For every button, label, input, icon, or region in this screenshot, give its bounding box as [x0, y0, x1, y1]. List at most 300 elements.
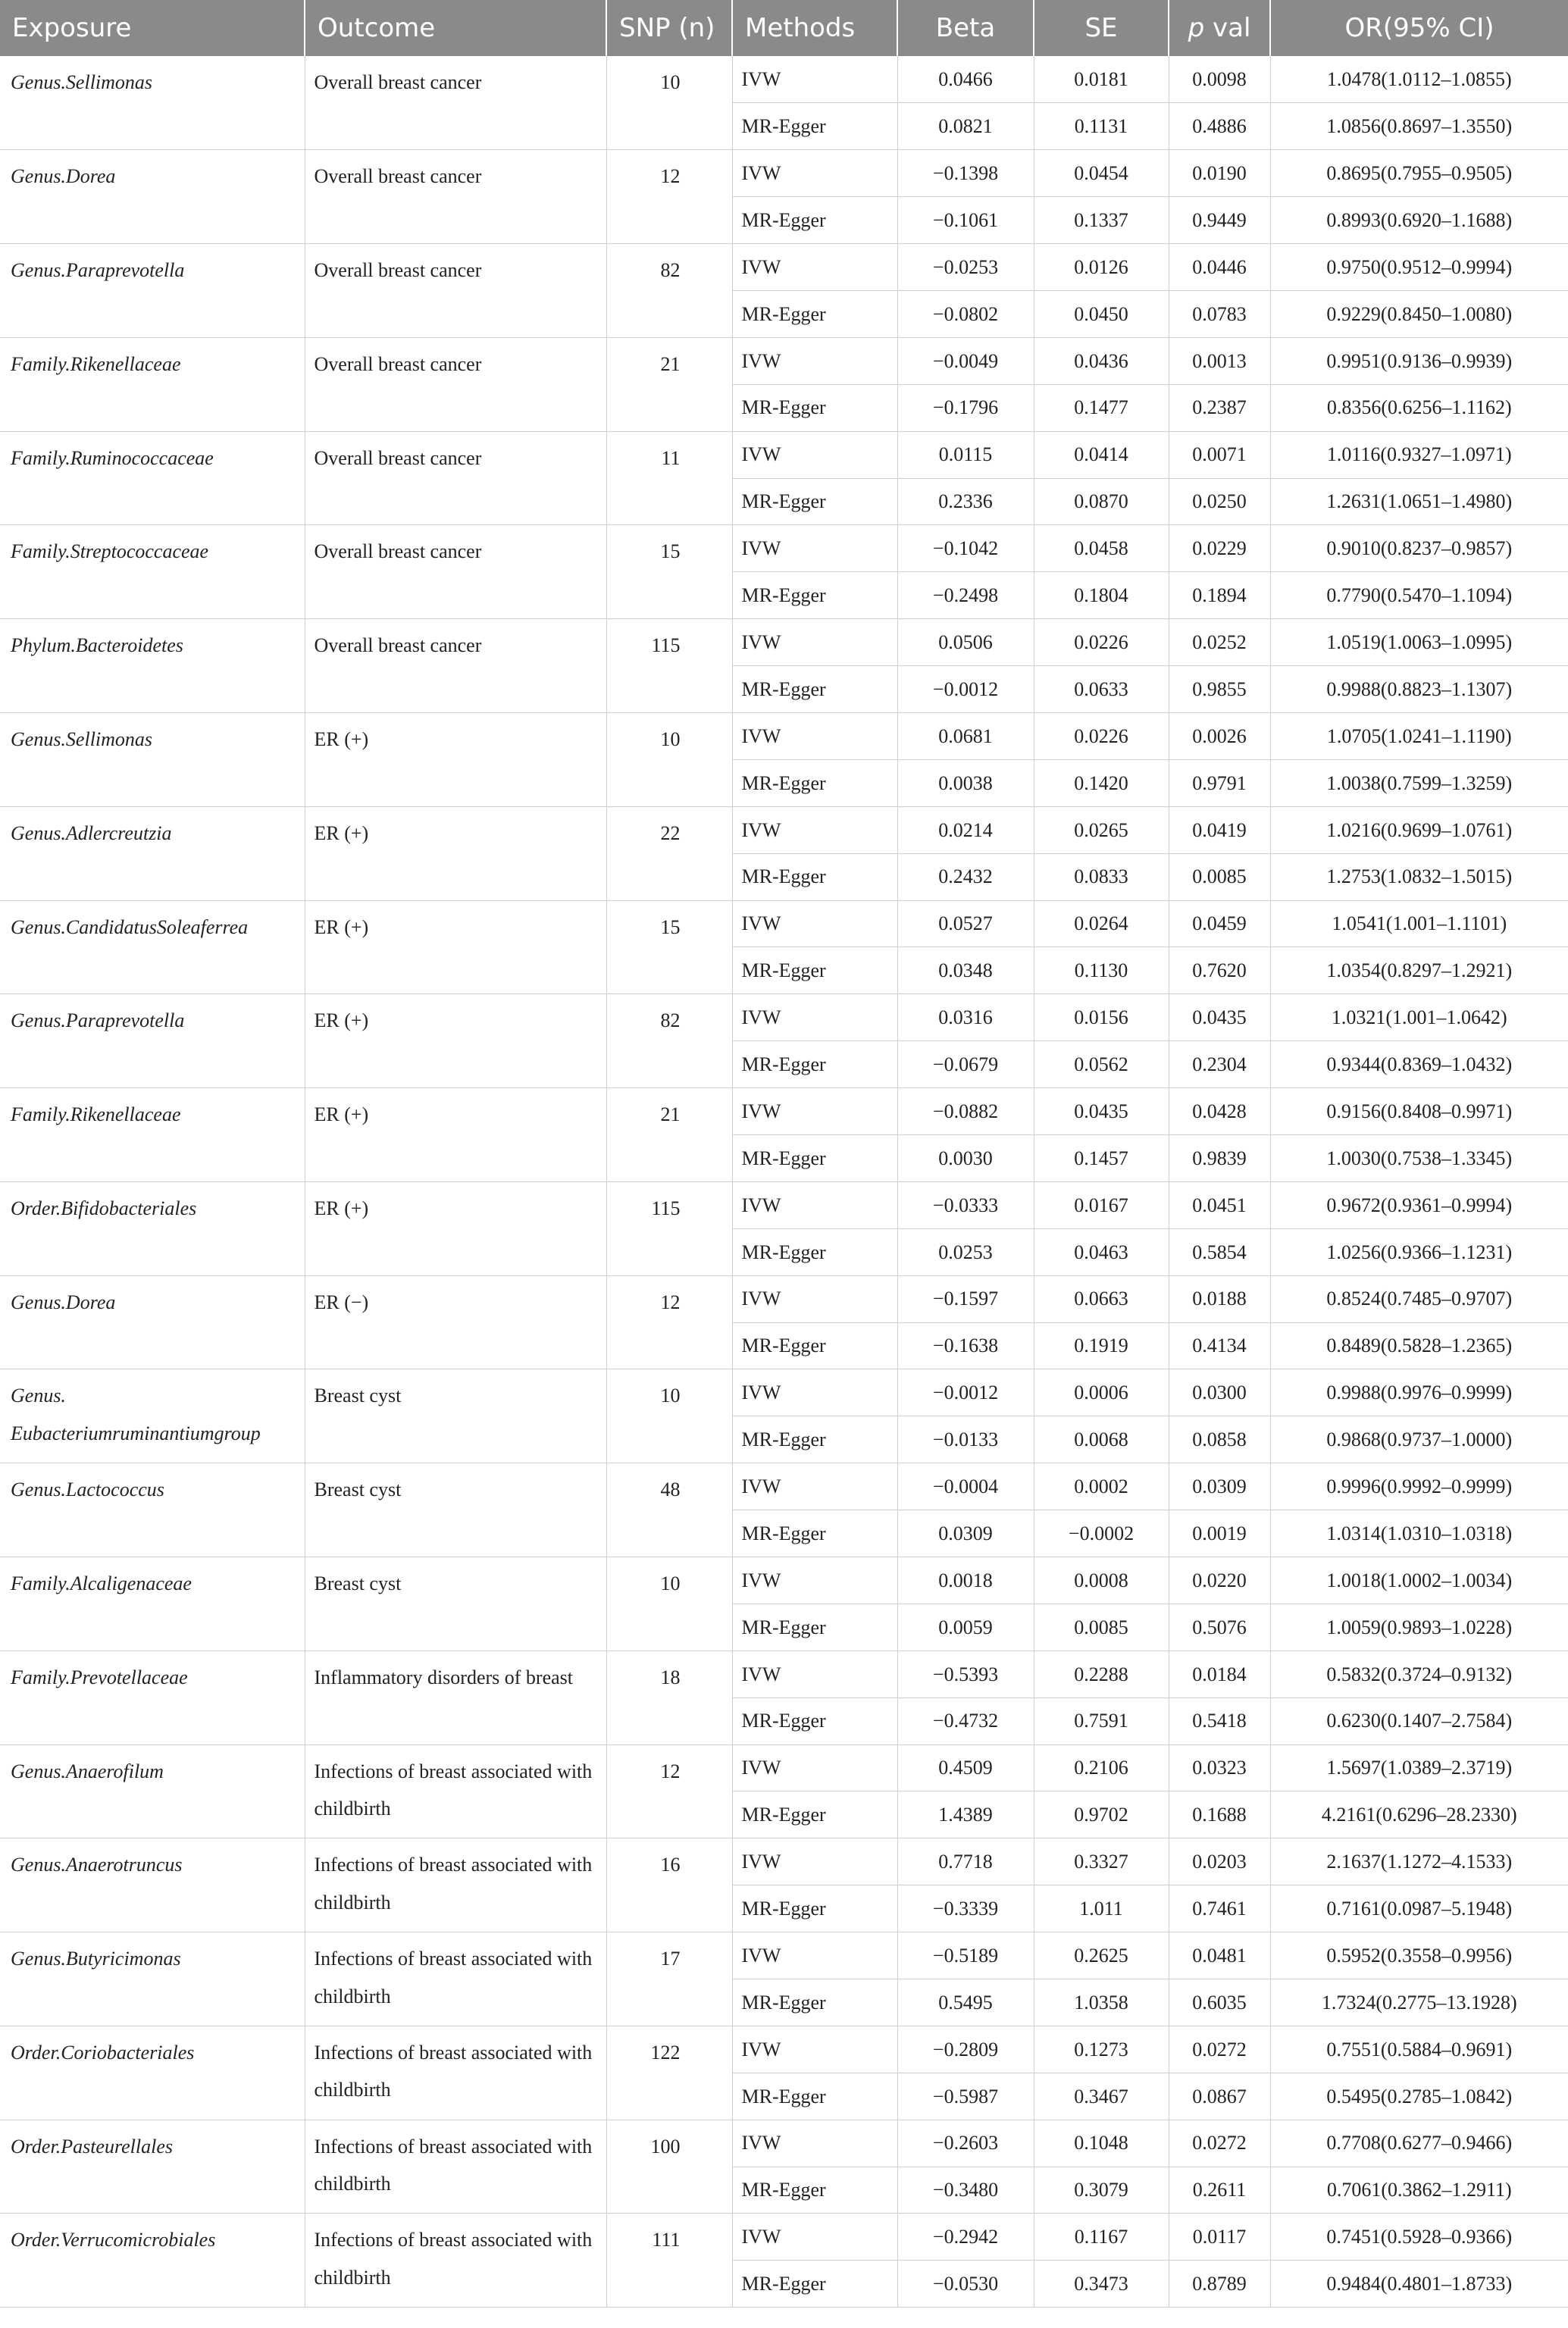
outcome-cell: Infections of breast associated with childbirth [305, 2120, 606, 2214]
table-row [0, 2214, 1568, 2261]
p-value-cell: 0.0481 [1169, 1932, 1270, 1979]
or-ci-cell: 0.7708(0.6277–0.9466) [1270, 2120, 1568, 2167]
or-ci-cell: 1.0030(0.7538–1.3345) [1270, 1134, 1568, 1181]
se-cell: 0.0870 [1034, 478, 1169, 525]
snp-count-cell: 10 [606, 56, 732, 150]
method-cell: MR-Egger [732, 290, 897, 337]
outcome-cell: Overall breast cancer [305, 619, 606, 713]
se-cell: 0.1919 [1034, 1322, 1169, 1369]
p-value-cell: 0.5418 [1169, 1698, 1270, 1744]
p-value-cell: 0.4134 [1169, 1322, 1270, 1369]
outcome-cell: Overall breast cancer [305, 431, 606, 525]
table-header [0, 0, 1568, 56]
or-ci-cell: 0.9750(0.9512–0.9994) [1270, 244, 1568, 291]
exposure-cell: Family.Streptococcaceae [0, 525, 305, 619]
p-value-cell: 0.0323 [1169, 1744, 1270, 1791]
p-value-cell: 0.0184 [1169, 1651, 1270, 1698]
outcome-cell: ER (+) [305, 994, 606, 1088]
snp-count-cell: 10 [606, 712, 732, 806]
snp-count-cell: 17 [606, 1932, 732, 2026]
table-row [0, 619, 1568, 666]
snp-count-cell: 15 [606, 525, 732, 619]
or-ci-cell: 0.9484(0.4801–1.8733) [1270, 2261, 1568, 2308]
beta-cell: 0.0030 [897, 1134, 1034, 1181]
snp-count-cell: 122 [606, 2026, 732, 2120]
table-row [0, 1369, 1568, 1416]
method-cell: MR-Egger [732, 478, 897, 525]
method-cell: MR-Egger [732, 853, 897, 900]
beta-cell: −0.0802 [897, 290, 1034, 337]
method-cell: MR-Egger [732, 947, 897, 994]
method-cell: IVW [732, 900, 897, 947]
p-value-cell: 0.0220 [1169, 1557, 1270, 1604]
se-cell: 0.1337 [1034, 197, 1169, 244]
p-value-cell: 0.0203 [1169, 1838, 1270, 1885]
or-ci-cell: 1.0321(1.001–1.0642) [1270, 994, 1568, 1041]
beta-cell: −0.5987 [897, 2073, 1034, 2120]
table-row [0, 2026, 1568, 2073]
p-value-cell: 0.0309 [1169, 1463, 1270, 1510]
method-cell: MR-Egger [732, 1510, 897, 1557]
se-cell: 0.0002 [1034, 1463, 1169, 1510]
or-ci-cell: 1.5697(1.0389–2.3719) [1270, 1744, 1568, 1791]
beta-cell: −0.0530 [897, 2261, 1034, 2308]
beta-cell: −0.2942 [897, 2214, 1034, 2261]
se-cell: 0.0833 [1034, 853, 1169, 900]
se-cell: 0.1131 [1034, 103, 1169, 150]
p-value-cell: 0.2304 [1169, 1041, 1270, 1088]
table-row [0, 1932, 1568, 1979]
header-or-ci: OR(95% CI) [1270, 0, 1568, 56]
snp-count-cell: 11 [606, 431, 732, 525]
or-ci-cell: 0.8695(0.7955–0.9505) [1270, 150, 1568, 197]
p-value-cell: 0.0272 [1169, 2026, 1270, 2073]
method-cell: MR-Egger [732, 1885, 897, 1932]
or-ci-cell: 0.9951(0.9136–0.9939) [1270, 337, 1568, 384]
method-cell: MR-Egger [732, 1791, 897, 1838]
p-value-cell: 0.0013 [1169, 337, 1270, 384]
se-cell: 0.0126 [1034, 244, 1169, 291]
or-ci-cell: 1.0519(1.0063–1.0995) [1270, 619, 1568, 666]
outcome-cell: ER (+) [305, 1088, 606, 1182]
outcome-cell: Infections of breast associated with childbirth [305, 2214, 606, 2308]
p-value-cell: 0.0098 [1169, 56, 1270, 103]
method-cell: MR-Egger [732, 1322, 897, 1369]
beta-cell: −0.0049 [897, 337, 1034, 384]
table-row [0, 1275, 1568, 1322]
or-ci-cell: 0.5495(0.2785–1.0842) [1270, 2073, 1568, 2120]
method-cell: IVW [732, 1275, 897, 1322]
exposure-cell: Family.Alcaligenaceae [0, 1557, 305, 1651]
outcome-cell: Inflammatory disorders of breast [305, 1651, 606, 1744]
exposure-cell: Family.Ruminococcaceae [0, 431, 305, 525]
method-cell: IVW [732, 806, 897, 853]
se-cell: 0.0085 [1034, 1604, 1169, 1651]
method-cell: IVW [732, 1088, 897, 1135]
se-cell: 0.0226 [1034, 619, 1169, 666]
se-cell: 0.1167 [1034, 2214, 1169, 2261]
p-value-cell: 0.0229 [1169, 525, 1270, 572]
method-cell: IVW [732, 1557, 897, 1604]
snp-count-cell: 22 [606, 806, 732, 900]
p-value-cell: 0.9855 [1169, 666, 1270, 713]
header-p-value [1169, 0, 1270, 56]
exposure-cell: Genus.Dorea [0, 1275, 305, 1369]
header-se: SE [1034, 0, 1169, 56]
outcome-cell: Breast cyst [305, 1557, 606, 1651]
exposure-cell: Order.Verrucomicrobiales [0, 2214, 305, 2308]
beta-cell: 0.0506 [897, 619, 1034, 666]
exposure-cell: Phylum.Bacteroidetes [0, 619, 305, 713]
se-cell: 0.0435 [1034, 1088, 1169, 1135]
or-ci-cell: 1.0541(1.001–1.1101) [1270, 900, 1568, 947]
p-value-cell: 0.0188 [1169, 1275, 1270, 1322]
exposure-cell: Genus.Anaerotruncus [0, 1838, 305, 1932]
p-value-cell: 0.0858 [1169, 1416, 1270, 1463]
method-cell: IVW [732, 1181, 897, 1228]
snp-count-cell: 18 [606, 1651, 732, 1744]
exposure-cell: Genus. Eubacteriumruminantiumgroup [0, 1369, 305, 1463]
outcome-cell: Infections of breast associated with childbirth [305, 2026, 606, 2120]
method-cell: MR-Egger [732, 2167, 897, 2214]
beta-cell: 0.7718 [897, 1838, 1034, 1885]
snp-count-cell: 100 [606, 2120, 732, 2214]
se-cell: 0.2106 [1034, 1744, 1169, 1791]
method-cell: IVW [732, 1651, 897, 1698]
exposure-cell: Genus.Dorea [0, 150, 305, 244]
p-value-cell: 0.9839 [1169, 1134, 1270, 1181]
method-cell: IVW [732, 712, 897, 759]
beta-cell: −0.0133 [897, 1416, 1034, 1463]
table-row [0, 1463, 1568, 1510]
exposure-cell: Family.Prevotellaceae [0, 1651, 305, 1744]
outcome-cell: Overall breast cancer [305, 525, 606, 619]
method-cell: MR-Egger [732, 384, 897, 431]
p-value-cell: 0.6035 [1169, 1979, 1270, 2026]
beta-cell: −0.2809 [897, 2026, 1034, 2073]
se-cell: 0.3473 [1034, 2261, 1169, 2308]
snp-count-cell: 21 [606, 1088, 732, 1182]
se-cell: 0.0450 [1034, 290, 1169, 337]
header-snp: SNP (n) [606, 0, 732, 56]
beta-cell: 0.0681 [897, 712, 1034, 759]
se-cell: 0.7591 [1034, 1698, 1169, 1744]
table-row [0, 56, 1568, 103]
beta-cell: −0.0012 [897, 1369, 1034, 1416]
se-cell: 0.1804 [1034, 572, 1169, 619]
method-cell: MR-Egger [732, 197, 897, 244]
beta-cell: −0.5189 [897, 1932, 1034, 1979]
exposure-cell: Genus.Anaerofilum [0, 1744, 305, 1838]
or-ci-cell: 0.7451(0.5928–0.9366) [1270, 2214, 1568, 2261]
outcome-cell: Overall breast cancer [305, 150, 606, 244]
or-ci-cell: 0.9996(0.9992–0.9999) [1270, 1463, 1568, 1510]
exposure-cell: Order.Bifidobacteriales [0, 1181, 305, 1275]
se-cell: 0.0436 [1034, 337, 1169, 384]
or-ci-cell: 0.9229(0.8450–1.0080) [1270, 290, 1568, 337]
table-row [0, 1088, 1568, 1135]
exposure-cell: Genus.Sellimonas [0, 712, 305, 806]
outcome-cell: ER (+) [305, 1181, 606, 1275]
beta-cell: −0.1061 [897, 197, 1034, 244]
method-cell: MR-Egger [732, 666, 897, 713]
outcome-cell: Breast cyst [305, 1369, 606, 1463]
method-cell: MR-Egger [732, 1041, 897, 1088]
exposure-cell: Genus.Adlercreutzia [0, 806, 305, 900]
beta-cell: −0.0679 [897, 1041, 1034, 1088]
table-row [0, 994, 1568, 1041]
beta-cell: −0.1042 [897, 525, 1034, 572]
or-ci-cell: 1.0256(0.9366–1.1231) [1270, 1228, 1568, 1275]
se-cell: 0.0008 [1034, 1557, 1169, 1604]
beta-cell: −0.0253 [897, 244, 1034, 291]
p-value-cell: 0.0117 [1169, 2214, 1270, 2261]
outcome-cell: Overall breast cancer [305, 244, 606, 338]
outcome-cell: Infections of breast associated with childbirth [305, 1838, 606, 1932]
se-cell: 0.0562 [1034, 1041, 1169, 1088]
table-row [0, 1557, 1568, 1604]
snp-count-cell: 16 [606, 1838, 732, 1932]
snp-count-cell: 82 [606, 244, 732, 338]
or-ci-cell: 0.7790(0.5470–1.1094) [1270, 572, 1568, 619]
snp-count-cell: 12 [606, 150, 732, 244]
method-cell: MR-Egger [732, 103, 897, 150]
or-ci-cell: 0.8993(0.6920–1.1688) [1270, 197, 1568, 244]
or-ci-cell: 0.7161(0.0987–5.1948) [1270, 1885, 1568, 1932]
se-cell: 0.1477 [1034, 384, 1169, 431]
or-ci-cell: 0.6230(0.1407–2.7584) [1270, 1698, 1568, 1744]
method-cell: MR-Egger [732, 1698, 897, 1744]
beta-cell: −0.2603 [897, 2120, 1034, 2167]
p-value-cell: 0.1688 [1169, 1791, 1270, 1838]
se-cell: 0.0167 [1034, 1181, 1169, 1228]
se-cell: 0.2625 [1034, 1932, 1169, 1979]
table-row [0, 525, 1568, 572]
p-value-cell: 0.0026 [1169, 712, 1270, 759]
or-ci-cell: 0.8356(0.6256–1.1162) [1270, 384, 1568, 431]
snp-count-cell: 21 [606, 337, 732, 431]
se-cell: 0.1420 [1034, 759, 1169, 806]
exposure-cell: Family.Rikenellaceae [0, 1088, 305, 1182]
se-cell: 0.0156 [1034, 994, 1169, 1041]
exposure-cell: Genus.Paraprevotella [0, 244, 305, 338]
or-ci-cell: 0.7061(0.3862–1.2911) [1270, 2167, 1568, 2214]
method-cell: MR-Egger [732, 572, 897, 619]
p-value-cell: 0.0071 [1169, 431, 1270, 478]
outcome-cell: Overall breast cancer [305, 337, 606, 431]
beta-cell: 0.0348 [897, 947, 1034, 994]
p-value-cell: 0.0428 [1169, 1088, 1270, 1135]
beta-cell: 0.2432 [897, 853, 1034, 900]
snp-count-cell: 115 [606, 1181, 732, 1275]
beta-cell: −0.5393 [897, 1651, 1034, 1698]
se-cell: 0.0068 [1034, 1416, 1169, 1463]
se-cell: 0.0006 [1034, 1369, 1169, 1416]
table-row [0, 1181, 1568, 1228]
table-row [0, 806, 1568, 853]
se-cell: 0.1457 [1034, 1134, 1169, 1181]
or-ci-cell: 0.7551(0.5884–0.9691) [1270, 2026, 1568, 2073]
beta-cell: 0.0059 [897, 1604, 1034, 1651]
or-ci-cell: 0.9868(0.9737–1.0000) [1270, 1416, 1568, 1463]
or-ci-cell: 1.0216(0.9699–1.0761) [1270, 806, 1568, 853]
header-exposure: Exposure [0, 0, 305, 56]
se-cell: 1.0358 [1034, 1979, 1169, 2026]
p-value-cell: 0.0783 [1169, 290, 1270, 337]
or-ci-cell: 1.0314(1.0310–1.0318) [1270, 1510, 1568, 1557]
p-value-cell: 0.8789 [1169, 2261, 1270, 2308]
or-ci-cell: 2.1637(1.1272–4.1533) [1270, 1838, 1568, 1885]
method-cell: MR-Egger [732, 1416, 897, 1463]
p-value-cell: 0.0190 [1169, 150, 1270, 197]
se-cell: 0.3327 [1034, 1838, 1169, 1885]
outcome-cell: Overall breast cancer [305, 56, 606, 150]
beta-cell: −0.3480 [897, 2167, 1034, 2214]
exposure-cell: Genus.Paraprevotella [0, 994, 305, 1088]
se-cell: 0.3467 [1034, 2073, 1169, 2120]
se-cell: 0.0663 [1034, 1275, 1169, 1322]
method-cell: IVW [732, 994, 897, 1041]
or-ci-cell: 1.0478(1.0112–1.0855) [1270, 56, 1568, 103]
table-row [0, 431, 1568, 478]
p-value-cell: 0.2387 [1169, 384, 1270, 431]
exposure-cell: Family.Rikenellaceae [0, 337, 305, 431]
or-ci-cell: 0.8524(0.7485–0.9707) [1270, 1275, 1568, 1322]
method-cell: IVW [732, 1369, 897, 1416]
method-cell: IVW [732, 2120, 897, 2167]
exposure-cell: Genus.Sellimonas [0, 56, 305, 150]
outcome-cell: Infections of breast associated with childbirth [305, 1744, 606, 1838]
method-cell: MR-Egger [732, 2261, 897, 2308]
method-cell: MR-Egger [732, 2073, 897, 2120]
method-cell: IVW [732, 1463, 897, 1510]
outcome-cell: ER (+) [305, 712, 606, 806]
table-row [0, 712, 1568, 759]
or-ci-cell: 0.9672(0.9361–0.9994) [1270, 1181, 1568, 1228]
table-row [0, 150, 1568, 197]
beta-cell: −0.2498 [897, 572, 1034, 619]
method-cell: IVW [732, 2026, 897, 2073]
p-value-cell: 0.9791 [1169, 759, 1270, 806]
or-ci-cell: 1.0059(0.9893–1.0228) [1270, 1604, 1568, 1651]
or-ci-cell: 1.0856(0.8697–1.3550) [1270, 103, 1568, 150]
beta-cell: −0.0012 [897, 666, 1034, 713]
p-value-cell: 0.0272 [1169, 2120, 1270, 2167]
beta-cell: −0.0882 [897, 1088, 1034, 1135]
p-value-cell: 0.7620 [1169, 947, 1270, 994]
p-value-cell: 0.0419 [1169, 806, 1270, 853]
beta-cell: 0.0038 [897, 759, 1034, 806]
or-ci-cell: 1.0018(1.0002–1.0034) [1270, 1557, 1568, 1604]
header-row [0, 0, 1568, 56]
beta-cell: −0.3339 [897, 1885, 1034, 1932]
method-cell: MR-Egger [732, 1228, 897, 1275]
method-cell: IVW [732, 150, 897, 197]
se-cell: 0.1048 [1034, 2120, 1169, 2167]
beta-cell: −0.4732 [897, 1698, 1034, 1744]
method-cell: IVW [732, 619, 897, 666]
beta-cell: −0.1638 [897, 1322, 1034, 1369]
table-row [0, 900, 1568, 947]
se-cell: 0.0633 [1034, 666, 1169, 713]
exposure-cell: Order.Pasteurellales [0, 2120, 305, 2214]
beta-cell: 1.4389 [897, 1791, 1034, 1838]
se-cell: 0.0414 [1034, 431, 1169, 478]
se-cell: 0.0265 [1034, 806, 1169, 853]
snp-count-cell: 111 [606, 2214, 732, 2308]
or-ci-cell: 0.8489(0.5828–1.2365) [1270, 1322, 1568, 1369]
exposure-cell: Genus.CandidatusSoleaferrea [0, 900, 305, 994]
se-cell: 1.011 [1034, 1885, 1169, 1932]
p-value-cell: 0.0300 [1169, 1369, 1270, 1416]
se-cell: 0.0458 [1034, 525, 1169, 572]
p-value-cell: 0.0250 [1169, 478, 1270, 525]
outcome-cell: Infections of breast associated with childbirth [305, 1932, 606, 2026]
snp-count-cell: 10 [606, 1557, 732, 1651]
se-cell: 0.1130 [1034, 947, 1169, 994]
p-value-cell: 0.0019 [1169, 1510, 1270, 1557]
method-cell: MR-Egger [732, 1134, 897, 1181]
p-value-cell: 0.0085 [1169, 853, 1270, 900]
beta-cell: 0.0115 [897, 431, 1034, 478]
snp-count-cell: 10 [606, 1369, 732, 1463]
snp-count-cell: 15 [606, 900, 732, 994]
p-value-cell: 0.0867 [1169, 2073, 1270, 2120]
exposure-cell: Genus.Lactococcus [0, 1463, 305, 1557]
se-cell: 0.3079 [1034, 2167, 1169, 2214]
method-cell: IVW [732, 337, 897, 384]
p-value-cell: 0.0435 [1169, 994, 1270, 1041]
or-ci-cell: 4.2161(0.6296–28.2330) [1270, 1791, 1568, 1838]
method-cell: IVW [732, 525, 897, 572]
beta-cell: 0.0018 [897, 1557, 1034, 1604]
or-ci-cell: 1.0038(0.7599–1.3259) [1270, 759, 1568, 806]
outcome-cell: ER (−) [305, 1275, 606, 1369]
p-value-cell: 0.0446 [1169, 244, 1270, 291]
p-value-cell: 0.5854 [1169, 1228, 1270, 1275]
or-ci-cell: 1.0116(0.9327–1.0971) [1270, 431, 1568, 478]
beta-cell: −0.1597 [897, 1275, 1034, 1322]
snp-count-cell: 12 [606, 1744, 732, 1838]
snp-count-cell: 115 [606, 619, 732, 713]
p-value-cell: 0.5076 [1169, 1604, 1270, 1651]
or-ci-cell: 0.5952(0.3558–0.9956) [1270, 1932, 1568, 1979]
p-value-cell: 0.0459 [1169, 900, 1270, 947]
p-value-cell: 0.0252 [1169, 619, 1270, 666]
or-ci-cell: 1.0705(1.0241–1.1190) [1270, 712, 1568, 759]
p-value-cell: 0.7461 [1169, 1885, 1270, 1932]
beta-cell: −0.0004 [897, 1463, 1034, 1510]
p-value-cell: 0.2611 [1169, 2167, 1270, 2214]
exposure-cell: Order.Coriobacteriales [0, 2026, 305, 2120]
or-ci-cell: 1.0354(0.8297–1.2921) [1270, 947, 1568, 994]
method-cell: MR-Egger [732, 759, 897, 806]
method-cell: MR-Egger [732, 1604, 897, 1651]
beta-cell: 0.4509 [897, 1744, 1034, 1791]
se-cell: 0.0226 [1034, 712, 1169, 759]
or-ci-cell: 0.5832(0.3724–0.9132) [1270, 1651, 1568, 1698]
method-cell: IVW [732, 1838, 897, 1885]
method-cell: IVW [732, 244, 897, 291]
outcome-cell: ER (+) [305, 806, 606, 900]
se-cell: 0.0181 [1034, 56, 1169, 103]
or-ci-cell: 1.2631(1.0651–1.4980) [1270, 478, 1568, 525]
beta-cell: 0.0466 [897, 56, 1034, 103]
se-cell: 0.2288 [1034, 1651, 1169, 1698]
table-row [0, 2120, 1568, 2167]
beta-cell: −0.1398 [897, 150, 1034, 197]
method-cell: IVW [732, 1932, 897, 1979]
